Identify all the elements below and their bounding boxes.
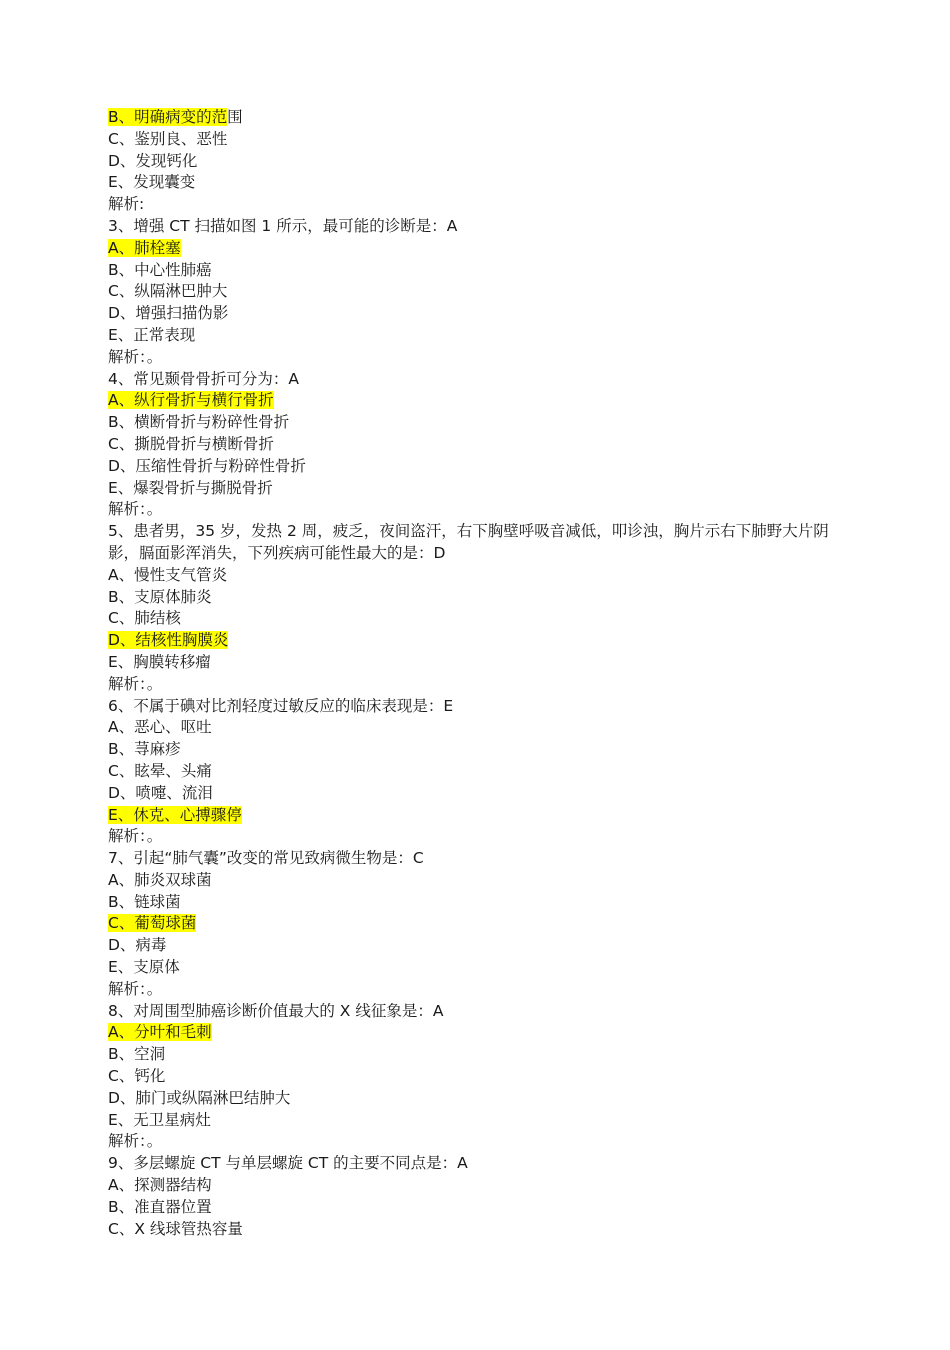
text-line: A、探测器结构 [108,1176,212,1195]
text-line: E、胸膜转移瘤 [108,652,211,671]
text-line: 5、患者男，35 岁，发热 2 周，疲乏，夜间盗汗，右下胸壁呼吸音减低，叩诊浊，胸片示右下肺野大片阴影，膈面影浑消失，下列疾病可能性最大的是：D [108,522,829,562]
text-line: 4、常见颞骨骨折可分为：A [108,369,299,388]
text-line: C、X 线球管热容量 [108,1219,243,1238]
text-line: B、横断骨折与粉碎性骨折 [108,413,290,432]
answer-highlight: D、结核性胸膜炎 [108,631,229,650]
text-line: 解析：。 [108,979,163,998]
text-line: 8、对周围型肺癌诊断价值最大的 X 线征象是：A [108,1001,444,1020]
document-body [108,107,850,1240]
highlighted-answer-line [108,238,850,260]
text-line: 6、不属于碘对比剂轻度过敏反应的临床表现是：E [108,696,454,715]
text-line: 3、增强 CT 扫描如图 1 所示，最可能的诊断是：A [108,216,458,235]
highlighted-answer-line [108,913,850,935]
text-line: D、压缩性骨折与粉碎性骨折 [108,456,306,475]
text-line: C、钙化 [108,1067,166,1086]
text-line: D、肺门或纵隔淋巴结肿大 [108,1088,291,1107]
text-line: 解析：。 [108,827,163,846]
text-line: D、喷嚏、流泪 [108,783,213,802]
text-line: B、荨麻疹 [108,740,181,759]
text-line: 7、引起“肺气囊”改变的常见致病微生物是：C [108,849,424,868]
text-line: B、支原体肺炎 [108,587,212,606]
text-line: C、撕脱骨折与横断骨折 [108,434,274,453]
text-line: B、空洞 [108,1045,166,1064]
text-line: C、鉴别良、恶性 [108,129,228,148]
text-line: B、准直器位置 [108,1197,212,1216]
answer-highlight: A、纵行骨折与横行骨折 [108,391,274,410]
text-line: A、恶心、呕吐 [108,718,212,737]
highlighted-answer-line [108,1022,850,1044]
answer-highlight: B、明确病变的范 [108,108,228,126]
text-line: C、纵隔淋巴肿大 [108,282,228,301]
text-line: 9、多层螺旋 CT 与单层螺旋 CT 的主要不同点是：A [108,1154,468,1173]
text-line: A、肺炎双球菌 [108,870,212,889]
text-line: A、慢性支气管炎 [108,565,228,584]
text-line: 解析: [108,195,145,214]
highlighted-answer-line [108,805,850,827]
text-line: 解析：。 [108,347,163,366]
text-line: D、发现钙化 [108,151,198,170]
text-line: B、中心性肺癌 [108,260,212,279]
answer-highlight: A、分叶和毛刺 [108,1023,212,1042]
highlighted-answer-line [108,630,850,652]
text-line: 解析：。 [108,674,163,693]
text-line: C、眩晕、头痛 [108,761,212,780]
answer-highlight: C、葡萄球菌 [108,914,197,933]
text-line: E、爆裂骨折与撕脱骨折 [108,478,273,497]
text-line: E、正常表现 [108,325,196,344]
line-rest: 围 [227,108,243,126]
text-line: D、病毒 [108,936,167,955]
highlighted-answer-line [108,107,850,129]
answer-highlight: E、休克、心搏骤停 [108,805,242,824]
text-line: C、肺结核 [108,609,181,628]
text-line: 解析：。 [108,500,163,519]
text-line: B、链球菌 [108,892,181,911]
text-line: E、支原体 [108,958,180,977]
text-line: E、无卫星病灶 [108,1110,211,1129]
answer-highlight: A、肺栓塞 [108,238,181,257]
text-line: E、发现囊变 [108,173,196,192]
text-line: D、增强扫描伪影 [108,304,229,323]
text-line: 解析：。 [108,1132,163,1151]
highlighted-answer-line [108,390,850,412]
